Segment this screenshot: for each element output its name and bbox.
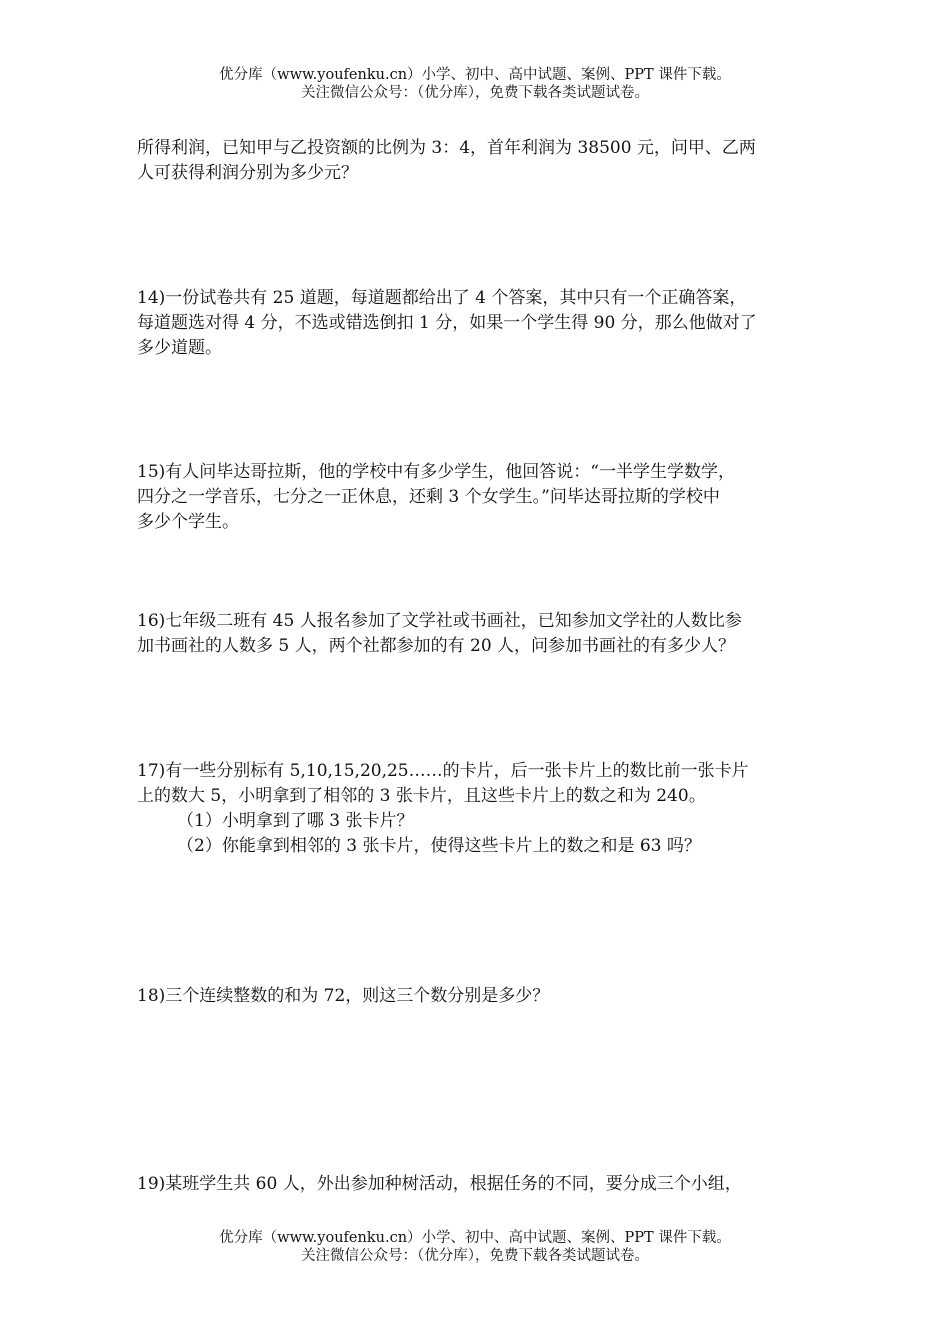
header-line-2: 关注微信公众号：（优分库），免费下载各类试题试卷。 xyxy=(301,85,649,101)
footer-line-1: 优分库（www.youfenku.cn）小学、初中、高中试题、案例、PPT 课件下载。 xyxy=(219,1230,731,1246)
question-13-continuation xyxy=(137,136,837,186)
question-17 xyxy=(137,759,837,859)
question-16 xyxy=(137,609,837,659)
question-15 xyxy=(137,460,837,535)
footer-line-2: 关注微信公众号：（优分库），免费下载各类试题试卷。 xyxy=(301,1248,649,1264)
page-header xyxy=(0,66,950,102)
text-line: 18)三个连续整数的和为 72，则这三个数分别是多少？ xyxy=(137,986,550,1006)
text-line: 每道题选对得 4 分，不选或错选倒扣 1 分，如果一个学生得 90 分，那么他做对了 xyxy=(137,313,757,333)
text-line: 所得利润，已知甲与乙投资额的比例为 3：4，首年利润为 38500 元，问甲、乙两 xyxy=(137,138,756,158)
text-line: 上的数大 5，小明拿到了相邻的 3 张卡片，且这些卡片上的数之和为 240。 xyxy=(137,786,706,806)
sub-question-1: （1）小明拿到了哪 3 张卡片？ xyxy=(177,811,414,831)
text-line: 加书画社的人数多 5 人，两个社都参加的有 20 人，问参加书画社的有多少人？ xyxy=(137,636,736,656)
header-line-1: 优分库（www.youfenku.cn）小学、初中、高中试题、案例、PPT 课件下载。 xyxy=(219,67,731,83)
sub-question-2: （2）你能拿到相邻的 3 张卡片，使得这些卡片上的数之和是 63 吗？ xyxy=(177,836,701,856)
page-footer xyxy=(0,1229,950,1265)
text-line: 14)一份试卷共有 25 道题，每道题都给出了 4 个答案，其中只有一个正确答案， xyxy=(137,288,747,308)
question-18 xyxy=(137,984,837,1009)
text-line: 19)某班学生共 60 人，外出参加种树活动，根据任务的不同，要分成三个小组， xyxy=(137,1174,742,1194)
question-14 xyxy=(137,286,837,361)
text-line: 16)七年级二班有 45 人报名参加了文学社或书画社，已知参加文学社的人数比参 xyxy=(137,611,742,631)
text-line: 15)有人问毕达哥拉斯，他的学校中有多少学生，他回答说：“一半学生学数学， xyxy=(137,462,735,482)
text-line: 17)有一些分别标有 5,10,15,20,25……的卡片，后一张卡片上的数比前一张卡片 xyxy=(137,761,749,781)
text-line: 四分之一学音乐，七分之一正休息，还剩 3 个女学生。”问毕达哥拉斯的学校中 xyxy=(137,487,720,507)
question-19 xyxy=(137,1172,837,1197)
text-line: 人可获得利润分别为多少元？ xyxy=(137,163,358,183)
text-line: 多少个学生。 xyxy=(137,512,239,532)
text-line: 多少道题。 xyxy=(137,338,222,358)
